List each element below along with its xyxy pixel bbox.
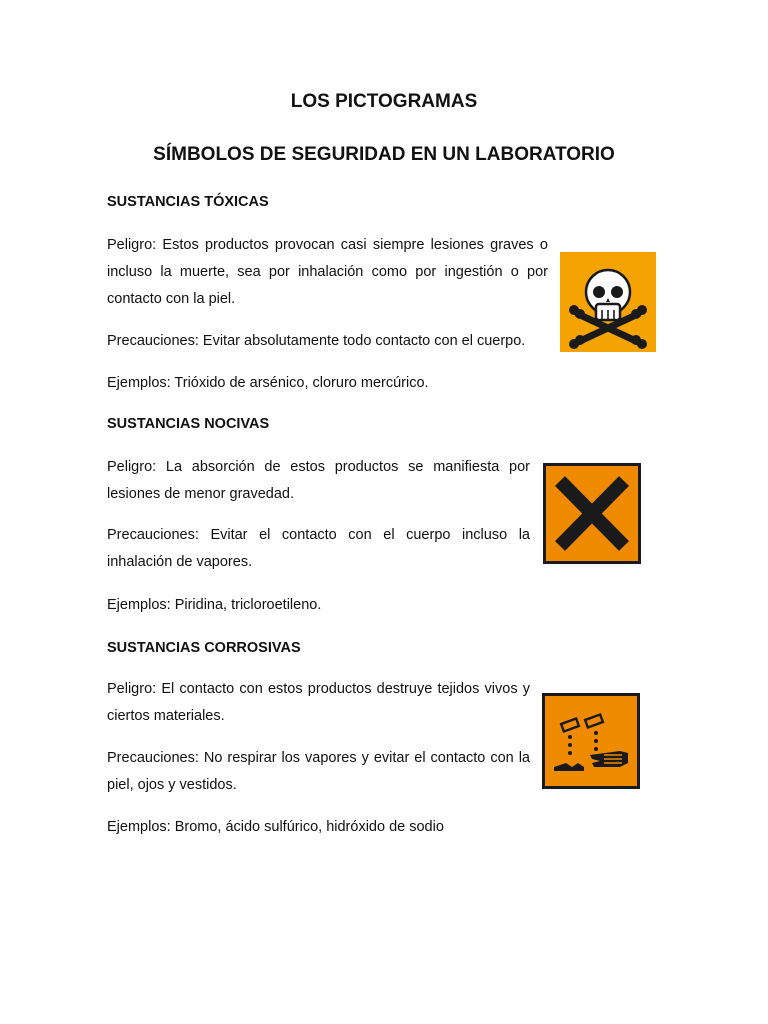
corrosive-danger-text: Peligro: El contacto con estos productos destruye tejidos vivos y ciertos materiales. [107, 681, 530, 724]
corrosive-icon [542, 693, 640, 789]
section-heading-toxic: SUSTANCIAS TÓXICAS [107, 194, 269, 210]
skull-crossbones-icon [560, 252, 656, 352]
x-cross-icon [543, 463, 641, 564]
section-heading-corrosive: SUSTANCIAS CORROSIVAS [107, 640, 301, 656]
corrosive-examples-text: Ejemplos: Bromo, ácido sulfúrico, hidróxido de sodio [107, 819, 444, 835]
toxic-examples-text: Ejemplos: Trióxido de arsénico, cloruro mercúrico. [107, 375, 429, 391]
section-heading-harmful: SUSTANCIAS NOCIVAS [107, 416, 270, 432]
toxic-precautions-text: Precauciones: Evitar absolutamente todo contacto con el cuerpo. [107, 333, 526, 349]
corrosive-precautions-text: Precauciones: No respirar los vapores y evitar el contacto con la piel, ojos y vestidos. [107, 750, 530, 793]
page-subtitle: SÍMBOLOS DE SEGURIDAD EN UN LABORATORIO [153, 144, 615, 165]
harmful-danger-text: Peligro: La absorción de estos productos se manifiesta por lesiones de menor gravedad. [107, 459, 530, 502]
harmful-examples-text: Ejemplos: Piridina, tricloroetileno. [107, 597, 322, 613]
harmful-precautions-text: Precauciones: Evitar el contacto con el cuerpo incluso la inhalación de vapores. [107, 527, 530, 570]
page-title: LOS PICTOGRAMAS [290, 91, 478, 112]
toxic-danger-text: Peligro: Estos productos provocan casi siempre lesiones graves o incluso la muerte, sea por inhalación como por ingestión o por contacto con la piel. [107, 237, 548, 307]
